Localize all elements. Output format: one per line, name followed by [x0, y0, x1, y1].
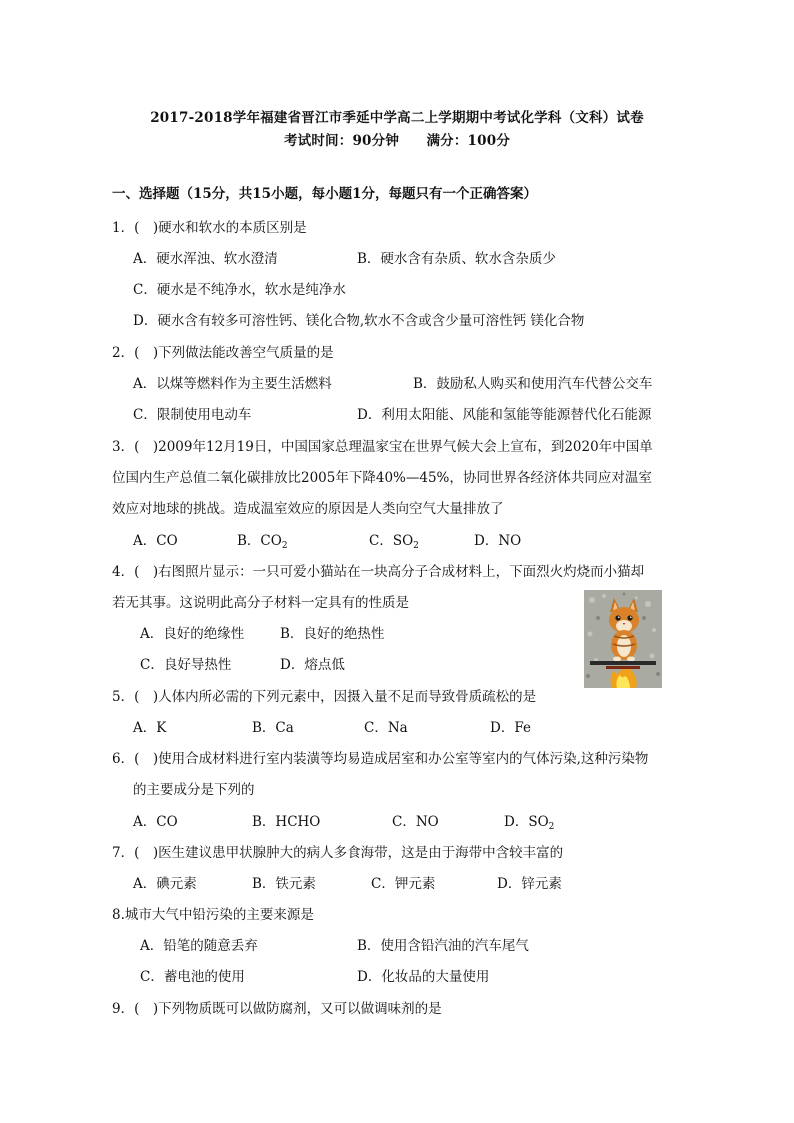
question-7-option-a: A．碘元素 [133, 876, 197, 892]
question-1-option-a: A．硬水浑浊、软水澄清 [133, 251, 278, 267]
question-5-stem: 5．( )人体内所必需的下列元素中，因摄入量不足而导致骨质疏松的是 [112, 689, 537, 705]
question-4-option-c: C．良好导热性 [140, 657, 232, 673]
kitten-on-fire-photo [584, 590, 662, 688]
question-2-option-a: A．以煤等燃料作为主要生活燃料 [133, 376, 332, 392]
question-3-option-c: C．$SO_2$ [369, 533, 419, 551]
question-1-option-b: B．硬水含有杂质、软水含杂质少 [357, 251, 556, 267]
question-4-option-b: B．良好的绝热性 [280, 626, 385, 642]
question-3-option-d: D．NO [474, 533, 522, 549]
exam-title: 2017-2018学年福建省晋江市季延中学高二上学期期中考试化学科（文科）试卷 [150, 110, 644, 126]
question-6-option-a: A．CO [133, 814, 178, 830]
question-7-stem: 7．( )医生建议患甲状腺肿大的病人多食海带，这是由于海带中含较丰富的 [112, 845, 564, 861]
question-8-stem: 8.城市大气中铅污染的主要来源是 [112, 907, 314, 923]
question-3-line-2: 位国内生产总值二氧化碳排放比2005年下降40%—45%，协同世界各经济体共同应对温室 [112, 470, 652, 486]
question-4-option-d: D．熔点低 [280, 657, 345, 673]
question-5-option-c: C．Na [364, 720, 408, 736]
question-8-option-a: A．铅笔的随意丢弃 [140, 938, 258, 954]
question-7-option-c: C．钾元素 [371, 876, 436, 892]
question-8-option-c: C．蓄电池的使用 [140, 969, 245, 985]
question-2-option-b: B．鼓励私人购买和使用汽车代替公交车 [413, 376, 653, 392]
question-9-stem: 9．( )下列物质既可以做防腐剂，又可以做调味剂的是 [112, 1001, 442, 1017]
exam-subtitle: 考试时间：90分钟 满分：100分 [283, 133, 511, 149]
question-2-option-d: D．利用太阳能、风能和氢能等能源替代化石能源 [357, 407, 652, 423]
question-5-option-b: B．Ca [252, 720, 294, 736]
question-8-option-d: D．化妆品的大量使用 [357, 969, 490, 985]
question-7-option-d: D．锌元素 [497, 876, 562, 892]
question-5-option-d: D．Fe [490, 720, 531, 736]
question-7-option-b: B．铁元素 [252, 876, 316, 892]
question-6-line-1: 6．( )使用合成材料进行室内装潢等均易造成居室和办公室等室内的气体污染,这种污染物 [112, 751, 649, 767]
question-1-option-c: C．硬水是不纯净水，软水是纯净水 [133, 282, 346, 298]
kitten-illustration [584, 590, 662, 688]
question-4-line-1: 4．( )右图照片显示：一只可爱小猫站在一块高分子合成材料上，下面烈火灼烧而小猫却 [112, 564, 645, 580]
question-1-stem: 1．( )硬水和软水的本质区别是 [112, 220, 307, 236]
question-3-line-3: 效应对地球的挑战。造成温室效应的原因是人类向空气大量排放了 [112, 501, 504, 517]
section-heading: 一、选择题（15分，共15小题，每小题1分，每题只有一个正确答案） [112, 186, 537, 202]
question-6-line-2: 的主要成分是下列的 [133, 782, 255, 798]
question-4-option-a: A．良好的绝缘性 [140, 626, 245, 642]
question-3-line-1: 3．( )2009年12月19日，中国国家总理温家宝在世界气候大会上宣布，到2020年中国单 [112, 439, 653, 455]
question-6-option-d: D．$SO_2$ [504, 814, 555, 832]
question-6-option-c: C．NO [392, 814, 439, 830]
question-2-option-c: C．限制使用电动车 [133, 407, 252, 423]
question-6-option-b: B．HCHO [252, 814, 321, 830]
question-8-option-b: B．使用含铅汽油的汽车尾气 [357, 938, 529, 954]
question-2-stem: 2．( )下列做法能改善空气质量的是 [112, 345, 334, 361]
question-3-option-b: B．$CO_2$ [237, 533, 288, 551]
question-5-option-a: A．K [133, 720, 167, 736]
question-4-line-2: 若无其事。这说明此高分子材料一定具有的性质是 [112, 595, 409, 611]
question-3-option-a: A．CO [133, 533, 178, 549]
question-1-option-d: D．硬水含有较多可溶性钙、镁化合物,软水不含或含少量可溶性钙 镁化合物 [133, 313, 585, 329]
